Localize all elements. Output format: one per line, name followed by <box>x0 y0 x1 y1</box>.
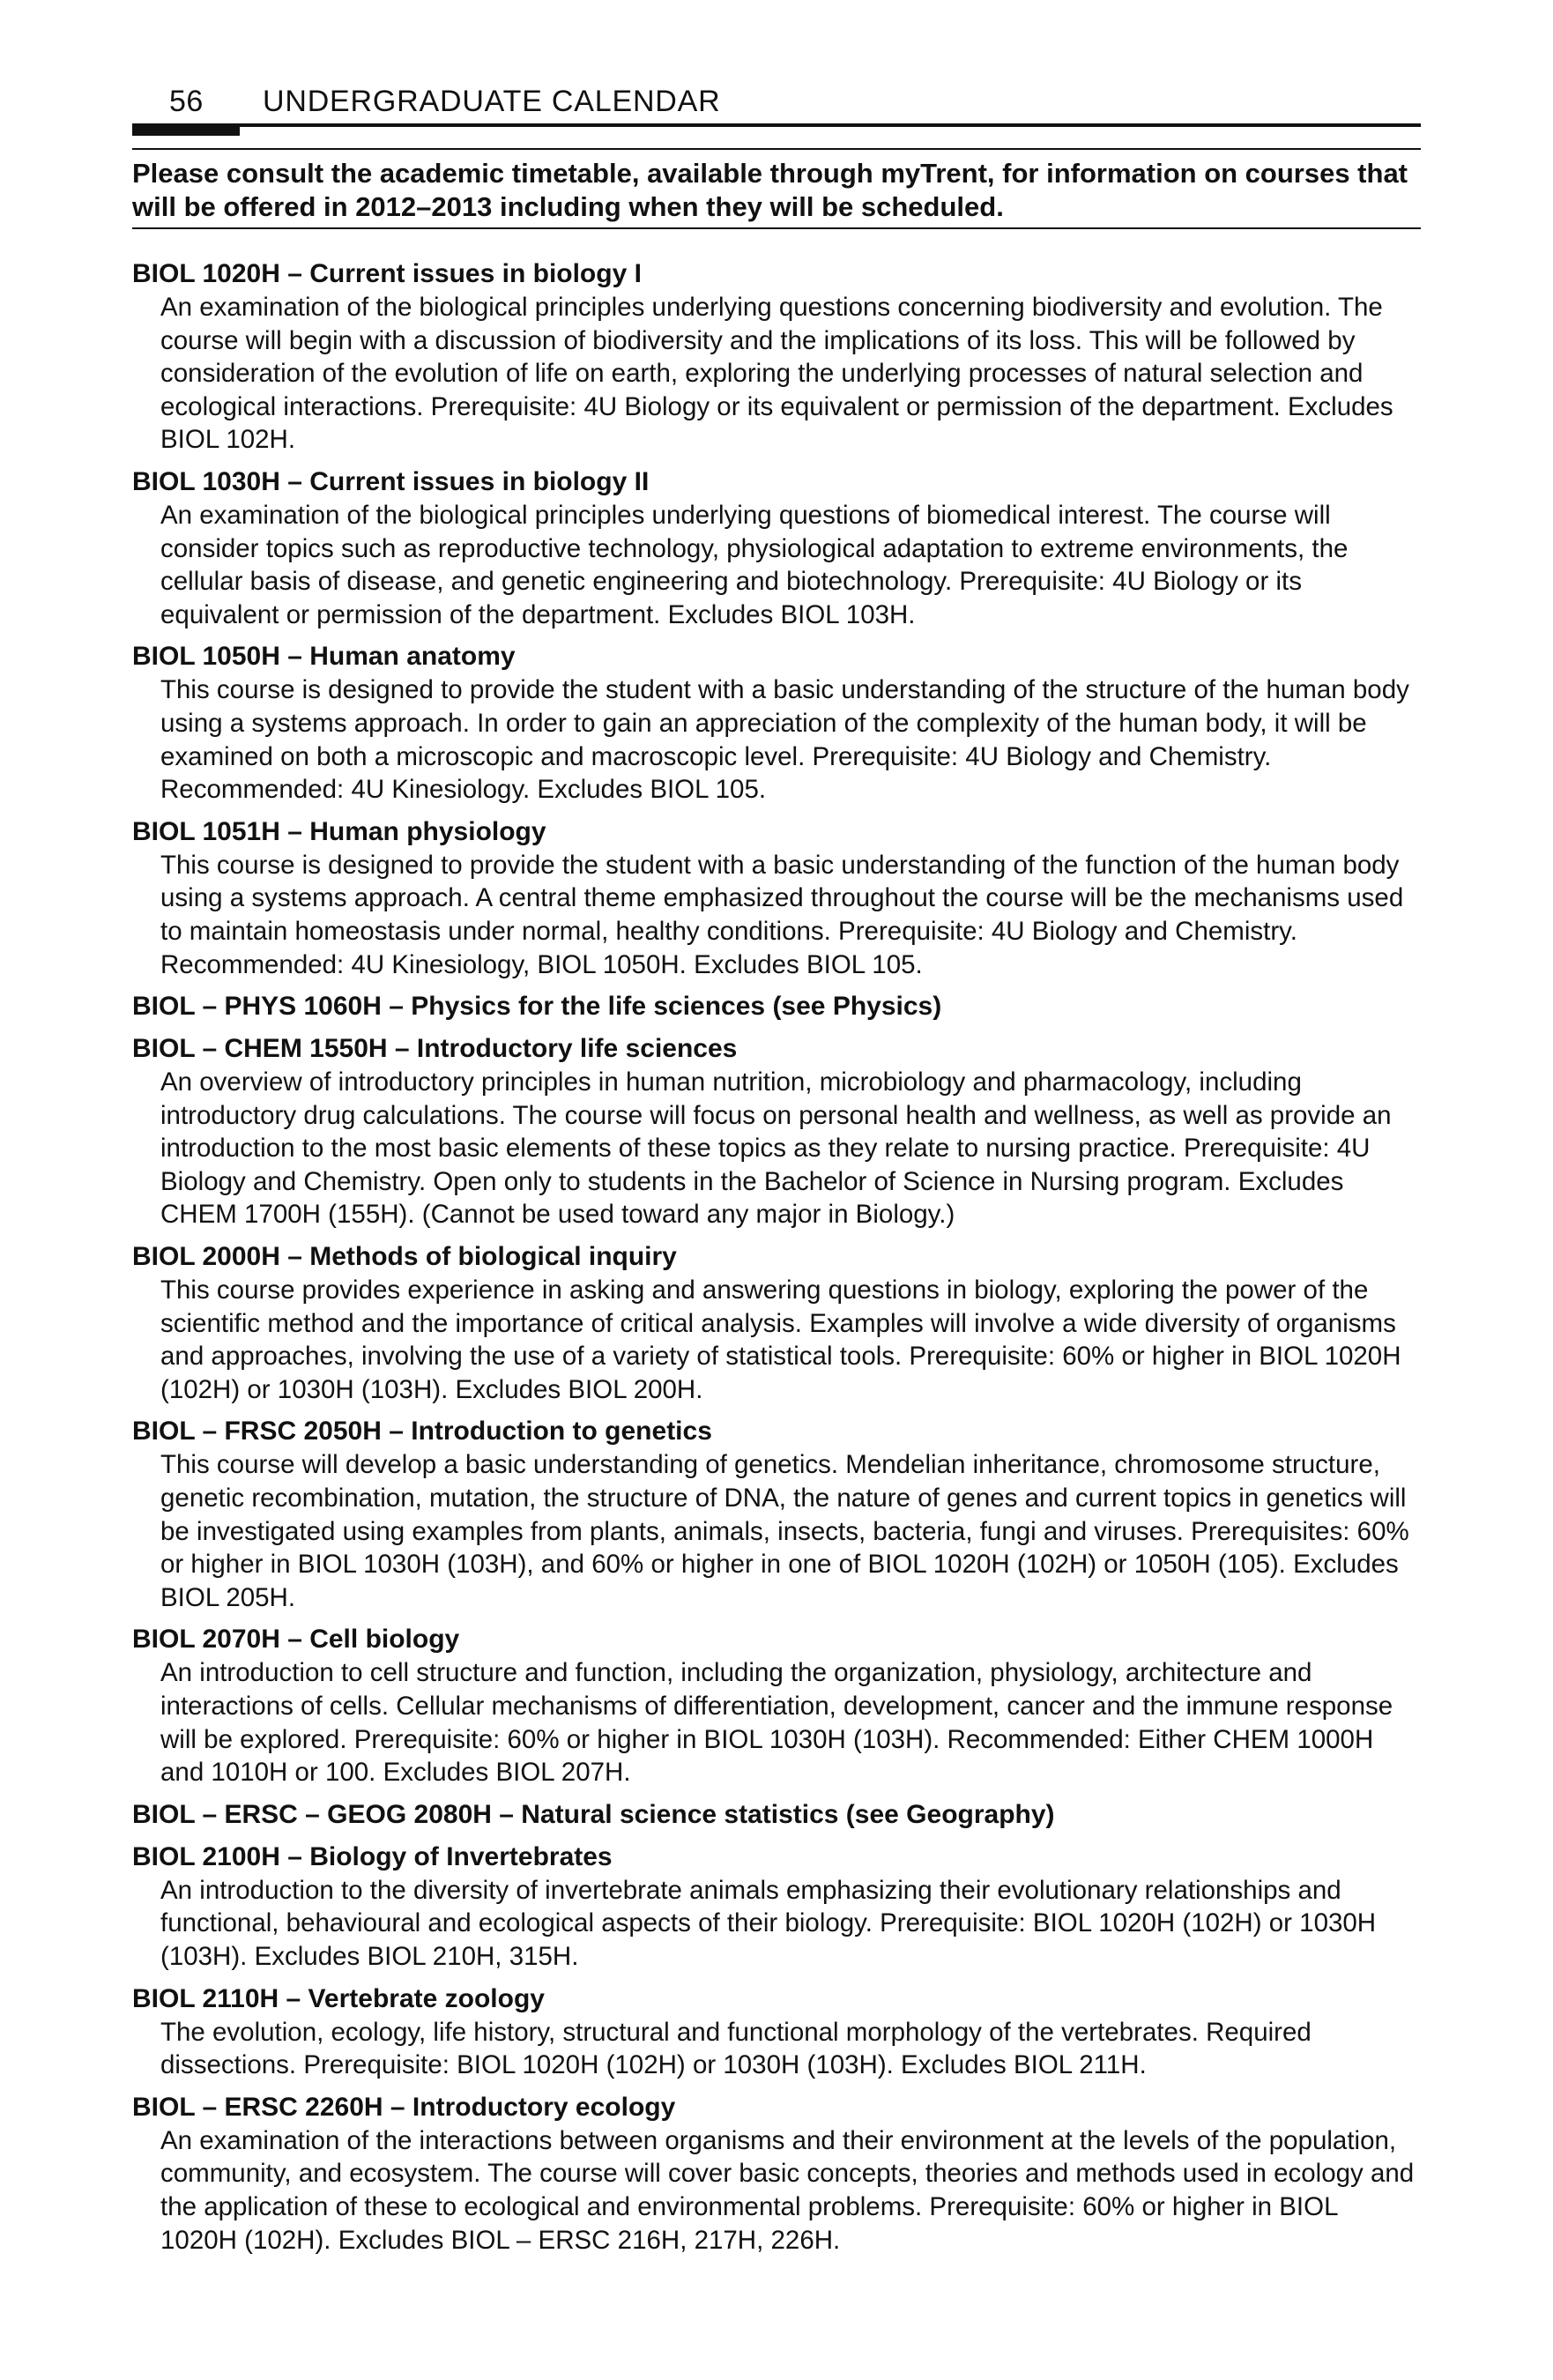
header-tab-marker <box>132 127 240 136</box>
course-title: BIOL 2110H – Vertebrate zoology <box>132 1983 545 2013</box>
course-title: BIOL 2100H – Biology of Invertebrates <box>132 1841 613 1871</box>
course-entry <box>132 1841 1421 1974</box>
course-entry <box>132 257 1421 457</box>
course-entry <box>132 815 1421 981</box>
course-description: This course will develop a basic understanding of genetics. Mendelian inheritance, chromosome structure, genetic recombination, mutation, the structure of DNA, the nature of genes and current topics in genetics will be investigated using examples from plants, animals, insects, bacteria, fungi and viruses. Prerequisites: 60% or higher in BIOL 1030H (103H), and 60% or higher in one of BIOL 1020H (102H) or 1050H (105). Excludes BIOL 205H. <box>160 1450 1409 1612</box>
course-description: An introduction to the diversity of invertebrate animals emphasizing their evolutionary relationships and functional, behavioural and ecological aspects of their biology. Prerequisite: BIOL 1020H (102H) or 1030H (103H). Excludes BIOL 210H, 315H. <box>160 1875 1377 1971</box>
course-description: An examination of the biological principles underlying questions concerning biodiversity and evolution. The course will begin with a discussion of biodiversity and the implications of its loss. This will be followed by consideration of the evolution of life on earth, exploring the underlying processes of natural selection and ecological interactions. Prerequisite: 4U Biology or its equivalent or permission of the department. Excludes BIOL 102H. <box>160 293 1393 455</box>
timetable-notice: Please consult the academic timetable, available through myTrent, for information on courses that will be offered in 2012–2013 including when they will be scheduled. <box>132 158 1408 222</box>
course-title: BIOL 1020H – Current issues in biology I <box>132 259 642 288</box>
course-title: BIOL – ERSC – GEOG 2080H – Natural science statistics (see Geography) <box>132 1799 1055 1829</box>
course-entry <box>132 465 1421 631</box>
course-title: BIOL – FRSC 2050H – Introduction to genetics <box>132 1417 712 1447</box>
course-title: BIOL – ERSC 2260H – Introductory ecology <box>132 2092 676 2122</box>
course-entry <box>132 1032 1421 1231</box>
course-title: BIOL – PHYS 1060H – Physics for the life sciences (see Physics) <box>132 992 942 1022</box>
course-title: BIOL 1051H – Human physiology <box>132 816 546 846</box>
course-entry <box>132 1415 1421 1614</box>
course-entry <box>132 1240 1421 1406</box>
course-description: The evolution, ecology, life history, structural and functional morphology of the vertebrates. Required dissections. Prerequisite: BIOL 1020H (102H) or 1030H (103H). Excludes BIOL 211H. <box>160 2017 1312 2080</box>
course-description: This course provides experience in asking and answering questions in biology, exploring the power of the scientific method and the importance of critical analysis. Examples will involve a wide diversity of organisms and approaches, involving the use of a variety of statistical tools. Prerequisite: 60% or higher in BIOL 1020H (102H) or 1030H (103H). Excludes BIOL 200H. <box>160 1276 1401 1404</box>
course-entry <box>132 1623 1421 1789</box>
course-description: An examination of the biological principles underlying questions of biomedical interest. The course will consider topics such as reproductive technology, physiological adaptation to extreme environments, the cellular basis of disease, and genetic engineering and biotechnology. Prerequisite: 4U Biology or its equivalent or permission of the department. Excludes BIOL 103H. <box>160 500 1349 629</box>
course-title: BIOL 1050H – Human anatomy <box>132 642 516 672</box>
course-title: BIOL 1030H – Current issues in biology II <box>132 466 650 496</box>
course-entry <box>132 2091 1421 2257</box>
notice-rule-top <box>132 148 1421 150</box>
course-description: An introduction to cell structure and function, including the organization, physiology, architecture and interactions of cells. Cellular mechanisms of differentiation, development, cancer and the immune response will be explored. Prerequisite: 60% or higher in BIOL 1030H (103H). Recommended: Either CHEM 1000H and 1010H or 100. Excludes BIOL 207H. <box>160 1658 1393 1788</box>
course-list <box>132 257 1421 2265</box>
header-rule <box>132 123 1421 127</box>
course-entry <box>132 640 1421 806</box>
course-title: BIOL – CHEM 1550H – Introductory life sciences <box>132 1034 738 1064</box>
course-title: BIOL 2000H – Methods of biological inquiry <box>132 1242 677 1272</box>
course-entry <box>132 1982 1421 2082</box>
course-title: BIOL 2070H – Cell biology <box>132 1625 460 1655</box>
course-description: This course is designed to provide the student with a basic understanding of the function of the human body using a systems approach. A central theme emphasized throughout the course will be the mechanisms used to maintain homeostasis under normal, healthy conditions. Prerequisite: 4U Biology and Chemistry. Recommended: 4U Kinesiology, BIOL 1050H. Excludes BIOL 105. <box>160 850 1404 979</box>
course-description: An overview of introductory principles in human nutrition, microbiology and pharmacology, including introductory drug calculations. The course will focus on personal health and wellness, as well as provide an introduction to the most basic elements of these topics as they relate to nursing practice. Prerequisite: 4U Biology and Chemistry. Open only to students in the Bachelor of Science in Nursing program. Excludes CHEM 1700H (155H). (Cannot be used toward any major in Biology.) <box>160 1067 1392 1230</box>
course-entry <box>132 990 1421 1023</box>
course-description: An examination of the interactions between organisms and their environment at the levels of the population, community, and ecosystem. The course will cover basic concepts, theories and methods used in ecology and the application of these to ecological and environmental problems. Prerequisite: 60% or higher in BIOL 1020H (102H). Excludes BIOL – ERSC 216H, 217H, 226H. <box>160 2125 1415 2255</box>
notice-rule-bottom <box>132 227 1421 229</box>
page-header <box>132 81 1421 127</box>
running-head: UNDERGRADUATE CALENDAR <box>263 85 721 118</box>
course-entry <box>132 1798 1421 1832</box>
page-number: 56 <box>169 85 204 118</box>
course-description: This course is designed to provide the student with a basic understanding of the structure of the human body using a systems approach. In order to gain an appreciation of the complexity of the human body, it will be examined on both a microscopic and macroscopic level. Prerequisite: 4U Biology and Chemistry. Recommended: 4U Kinesiology. Excludes BIOL 105. <box>160 675 1409 805</box>
